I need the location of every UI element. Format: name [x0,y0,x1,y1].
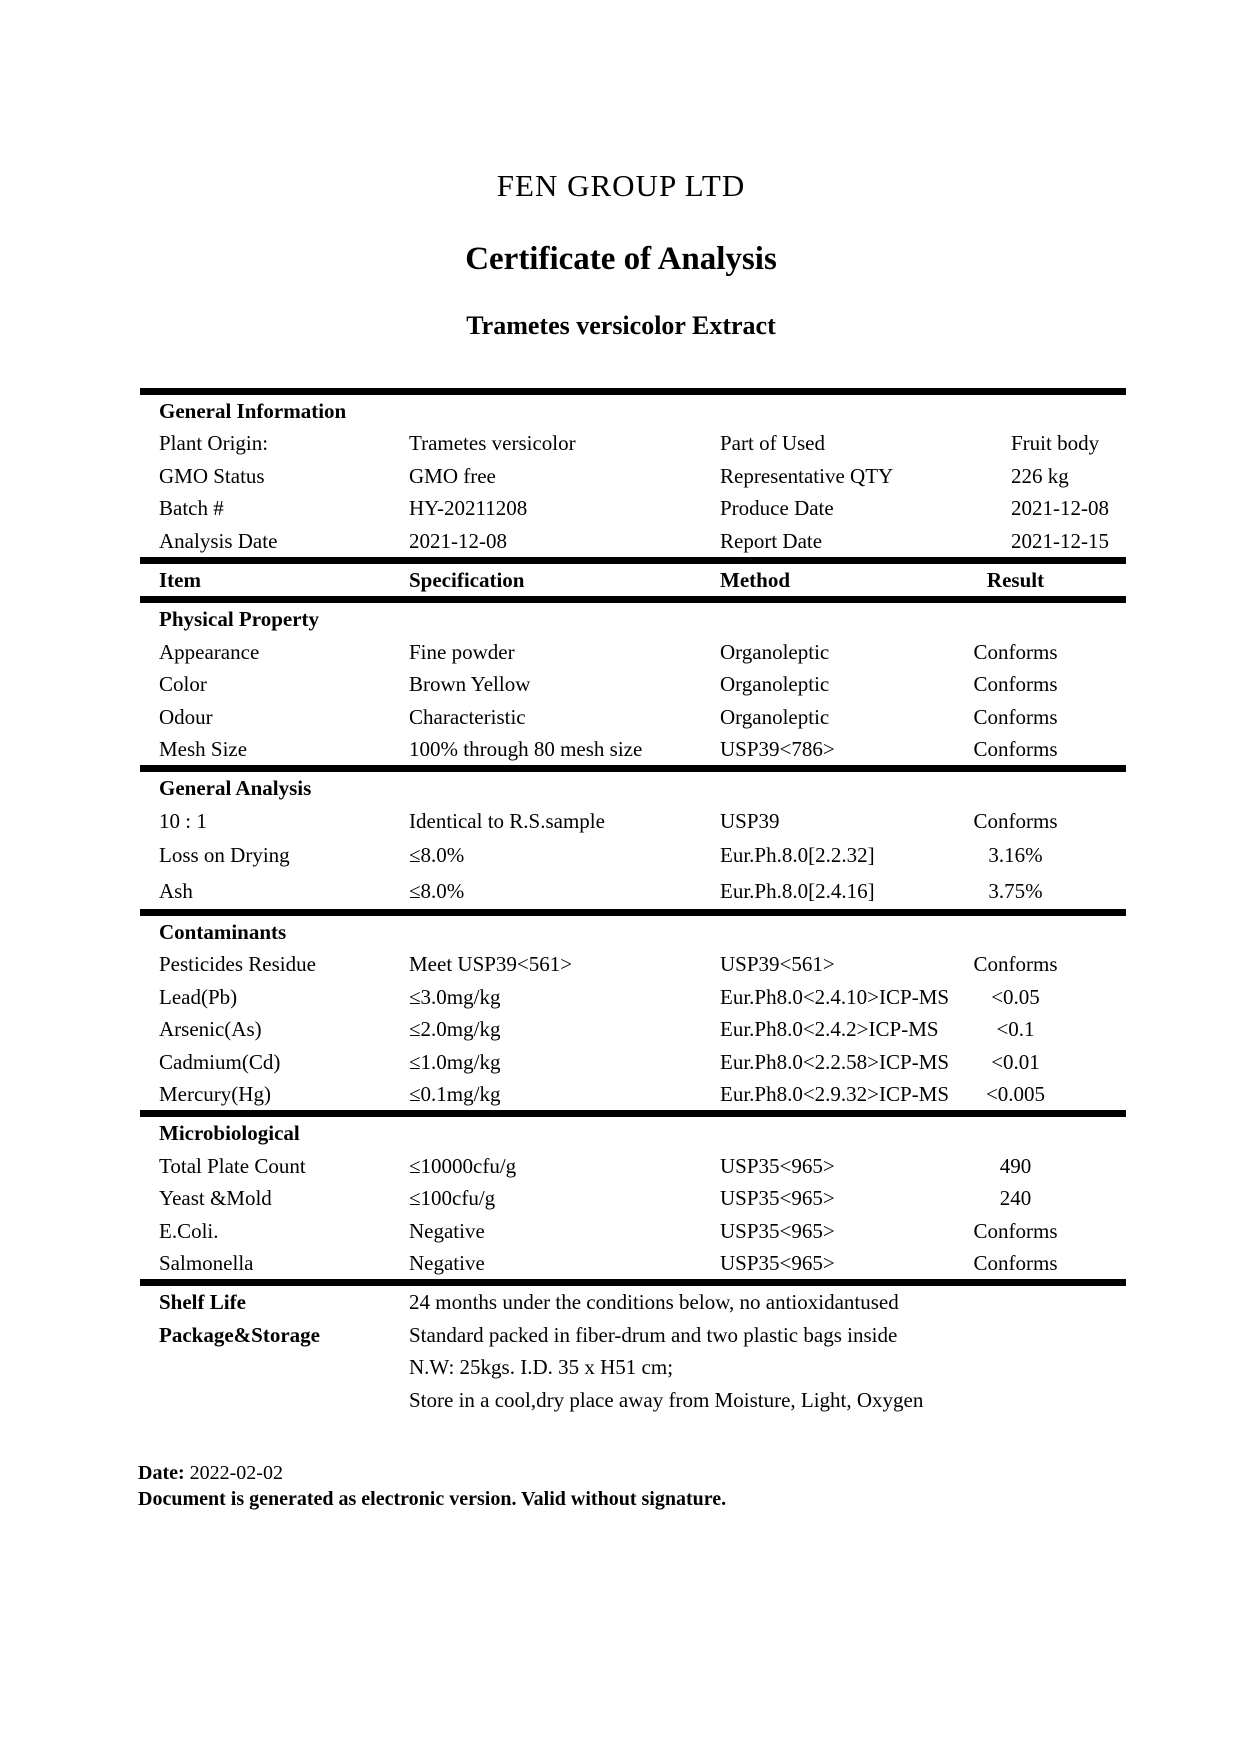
cell-specification: ≤1.0mg/kg [409,1049,501,1074]
cell-result: Conforms [973,952,1058,977]
footer [138,1460,726,1512]
info-label: Plant Origin: [159,431,269,456]
section-title: Microbiological [159,1121,300,1146]
table-row [140,1247,1126,1279]
cell-item: Lead(Pb) [159,984,238,1009]
horizontal-rule [140,596,1126,603]
empty-cell [159,1384,409,1416]
section-physical-property [140,603,1126,635]
cell-specification: Identical to R.S.sample [409,808,605,833]
shelf-life-row [140,1286,1126,1318]
package-storage-row [140,1319,1126,1351]
cell-result: Conforms [973,704,1058,729]
cell-specification: Negative [409,1250,485,1275]
horizontal-rule [140,557,1126,564]
cell-result: <0.01 [991,1049,1040,1074]
cell-item: Color [159,672,207,697]
shelf-life-label: Shelf Life [159,1290,246,1315]
cell-item: Mesh Size [159,736,248,761]
cell-specification: ≤100cfu/g [409,1186,496,1211]
section-microbiological [140,1117,1126,1149]
table-row [140,668,1126,700]
cell-method: Eur.Ph.8.0[2.4.16] [720,879,875,904]
cell-specification: ≤10000cfu/g [409,1153,517,1178]
horizontal-rule [140,388,1126,395]
cell-result: Conforms [973,736,1058,761]
info-value: 2021-12-08 [1011,496,1109,521]
electronic-version-note: Document is generated as electronic version. Valid without signature. [138,1488,727,1510]
table-row [140,1182,1126,1214]
cell-specification: Characteristic [409,704,526,729]
cell-result: Conforms [973,639,1058,664]
shelf-life-text: 24 months under the conditions below, no antioxidantused [409,1290,899,1315]
cell-result: Conforms [973,1218,1058,1243]
cell-result: Conforms [973,808,1058,833]
info-value: 2021-12-15 [1011,528,1109,553]
cell-item: Total Plate Count [159,1153,306,1178]
cell-item: Yeast &Mold [159,1186,272,1211]
cell-item: Salmonella [159,1250,254,1275]
info-label: Analysis Date [159,528,278,553]
cell-method: Eur.Ph.8.0[2.2.32] [720,843,875,868]
horizontal-rule [140,909,1126,916]
table-row [140,701,1126,733]
cell-method: Eur.Ph8.0<2.2.58>ICP-MS [720,1049,950,1074]
column-header-result: Result [986,567,1045,592]
info-value: 226 kg [1011,463,1069,488]
section-title: Contaminants [159,920,287,945]
cell-item: E.Coli. [159,1218,219,1243]
cell-method: USP35<965> [720,1218,835,1243]
package-storage-label: Package&Storage [159,1322,320,1347]
company-name: FEN GROUP LTD [496,168,746,203]
general-info-row [140,460,1126,492]
cell-method: USP39<786> [720,736,835,761]
cell-specification: Brown Yellow [409,672,531,697]
cell-item: Ash [159,879,193,904]
package-storage-text: Store in a cool,dry place away from Moisture, Light, Oxygen [409,1387,924,1412]
cell-method: USP35<965> [720,1153,835,1178]
package-storage-row [140,1351,1126,1383]
info-value: Trametes versicolor [409,431,576,456]
date-line [138,1460,726,1486]
analysis-table [140,388,1126,1416]
package-storage-row [140,1384,1126,1416]
general-info-row [140,525,1126,557]
package-storage-text: Standard packed in fiber-drum and two plastic bags inside [409,1322,898,1347]
cell-result: Conforms [973,672,1058,697]
table-row [140,981,1126,1013]
product-name: Trametes versicolor Extract [466,311,776,340]
cell-item: Appearance [159,639,260,664]
info-label: GMO Status [159,463,265,488]
cell-method: Organoleptic [720,639,830,664]
cell-method: Eur.Ph8.0<2.9.32>ICP-MS [720,1082,950,1107]
table-row [140,1013,1126,1045]
cell-specification: ≤8.0% [409,843,465,868]
cell-method: Eur.Ph8.0<2.4.10>ICP-MS [720,984,950,1009]
cell-method: USP35<965> [720,1250,835,1275]
cell-item: 10 : 1 [159,808,207,833]
column-header-item: Item [159,567,201,592]
info-label: Report Date [720,528,823,553]
cell-item: Arsenic(As) [159,1017,262,1042]
general-info-row [140,492,1126,524]
date-label: Date: [138,1462,185,1484]
section-general-analysis [140,772,1126,804]
cell-result: <0.1 [996,1017,1035,1042]
table-row [140,1215,1126,1247]
cell-specification: ≤2.0mg/kg [409,1017,501,1042]
cell-specification: ≤3.0mg/kg [409,984,501,1009]
info-label: Part of Used [720,431,825,456]
horizontal-rule [140,1279,1126,1286]
cell-method: Organoleptic [720,704,830,729]
table-row [140,733,1126,765]
cell-item: Loss on Drying [159,843,290,868]
table-row [140,948,1126,980]
section-general-information [140,395,1126,427]
info-value: GMO free [409,463,496,488]
info-value: 2021-12-08 [409,528,507,553]
table-header-row [140,564,1126,596]
document-title: Certificate of Analysis [465,241,777,277]
general-info-row [140,427,1126,459]
cell-result: 3.16% [988,843,1043,868]
cell-method: USP39 [720,808,780,833]
date-value: 2022-02-02 [189,1462,283,1484]
package-storage-text: N.W: 25kgs. I.D. 35 x H51 cm; [409,1355,674,1380]
cell-specification: Negative [409,1218,485,1243]
cell-result: Conforms [973,1250,1058,1275]
column-header-method: Method [720,567,790,592]
table-row [140,1078,1126,1110]
empty-cell [159,1351,409,1383]
cell-item: Pesticides Residue [159,952,316,977]
cell-result: 490 [999,1153,1032,1178]
info-label: Representative QTY [720,463,894,488]
horizontal-rule [140,1110,1126,1117]
horizontal-rule [140,765,1126,772]
section-contaminants [140,916,1126,948]
cell-result: <0.05 [991,984,1040,1009]
cell-result: <0.005 [985,1082,1046,1107]
cell-method: Eur.Ph8.0<2.4.2>ICP-MS [720,1017,939,1042]
cell-item: Odour [159,704,213,729]
cell-result: 240 [999,1186,1032,1211]
info-label: Batch # [159,496,224,521]
cell-specification: Meet USP39<561> [409,952,573,977]
cell-specification: Fine powder [409,639,515,664]
table-row [140,805,1126,837]
cell-result: 3.75% [988,879,1043,904]
cell-specification: 100% through 80 mesh size [409,736,643,761]
cell-item: Cadmium(Cd) [159,1049,281,1074]
cell-specification: ≤8.0% [409,879,465,904]
section-title: General Analysis [159,776,312,801]
cell-item: Mercury(Hg) [159,1082,271,1107]
cell-method: USP39<561> [720,952,835,977]
table-row [140,873,1126,909]
table-row [140,1150,1126,1182]
cell-method: Organoleptic [720,672,830,697]
info-value: Fruit body [1011,431,1100,456]
section-title: Physical Property [159,607,320,632]
cell-method: USP35<965> [720,1186,835,1211]
info-label: Produce Date [720,496,834,521]
info-value: HY-20211208 [409,496,528,521]
column-header-specification: Specification [409,567,525,592]
table-row [140,837,1126,873]
table-row [140,1046,1126,1078]
cell-specification: ≤0.1mg/kg [409,1082,501,1107]
table-row [140,636,1126,668]
section-title: General Information [159,399,347,423]
